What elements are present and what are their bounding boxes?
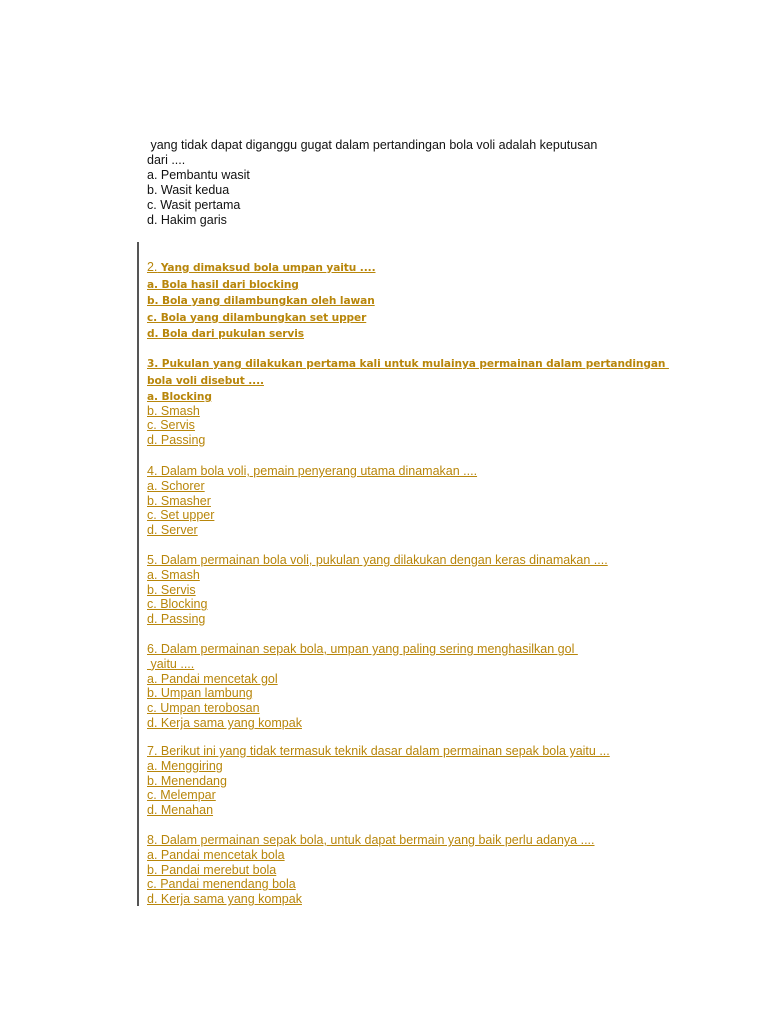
question-8-text[interactable]: 8. Dalam permainan sepak bola, untuk dapat bermain yang baik perlu adanya .... xyxy=(147,833,595,847)
question-6-option-c[interactable]: c. Umpan terobosan xyxy=(147,701,260,716)
question-5[interactable] xyxy=(147,553,667,627)
question-8[interactable] xyxy=(147,833,667,907)
question-2-option-b[interactable]: b. Bola yang dilambungkan oleh lawan xyxy=(147,295,375,307)
question-4[interactable] xyxy=(147,464,667,538)
question-4-text[interactable]: 4. Dalam bola voli, pemain penyerang utama dinamakan .... xyxy=(147,464,478,478)
question-1-option-c: c. Wasit pertama xyxy=(147,198,241,212)
question-3-text-line2[interactable]: bola voli disebut .... xyxy=(147,374,264,387)
question-5-option-a[interactable]: a. Smash xyxy=(147,567,200,582)
question-7-option-b[interactable]: b. Menendang xyxy=(147,773,227,788)
question-1-option-b: b. Wasit kedua xyxy=(147,183,230,197)
question-5-text[interactable]: 5. Dalam permainan bola voli, pukulan yang dilakukan dengan keras dinamakan .... xyxy=(147,553,608,567)
question-2[interactable] xyxy=(147,259,667,343)
question-1-option-a: a. Pembantu wasit xyxy=(147,168,250,182)
question-7-option-c[interactable]: c. Melempar xyxy=(147,788,216,803)
question-5-option-d[interactable]: d. Passing xyxy=(147,612,206,627)
question-8-option-c[interactable]: c. Pandai menendang bola xyxy=(147,877,296,892)
question-8-option-b[interactable]: b. Pandai merebut bola xyxy=(147,862,277,877)
question-3-option-b[interactable]: b. Smash xyxy=(147,403,200,418)
question-4-option-a[interactable]: a. Schorer xyxy=(147,478,205,493)
question-6-option-d[interactable]: d. Kerja sama yang kompak xyxy=(147,715,302,730)
question-5-option-b[interactable]: b. Servis xyxy=(147,582,196,597)
question-2-option-c[interactable]: c. Bola yang dilambungkan set upper xyxy=(147,311,367,324)
question-1-text-line1: yang tidak dapat diganggu gugat dalam pertandingan bola voli adalah keputusan xyxy=(147,138,598,152)
revision-bar xyxy=(137,242,139,906)
question-4-option-b[interactable]: b. Smasher xyxy=(147,493,211,508)
question-2-option-a[interactable]: a. Bola hasil dari blocking xyxy=(147,278,299,291)
question-6-option-a[interactable]: a. Pandai mencetak gol xyxy=(147,671,278,686)
question-8-option-d[interactable]: d. Kerja sama yang kompak xyxy=(147,892,302,907)
question-8-option-a[interactable]: a. Pandai mencetak bola xyxy=(147,847,285,862)
question-2-option-d[interactable]: d. Bola dari pukulan servis xyxy=(147,328,304,340)
question-6-text-line2[interactable]: yaitu .... xyxy=(147,656,195,671)
question-3-option-a[interactable]: a. Blocking xyxy=(147,391,212,403)
question-3[interactable] xyxy=(147,356,667,448)
question-7-option-d[interactable]: d. Menahan xyxy=(147,803,214,818)
question-3-text-line1[interactable]: 3. Pukulan yang dilakukan pertama kali untuk mulainya permainan dalam pertandingan xyxy=(147,358,669,370)
question-4-option-c[interactable]: c. Set upper xyxy=(147,508,215,523)
question-6-text-line1[interactable]: 6. Dalam permainan sepak bola, umpan yang paling sering menghasilkan gol xyxy=(147,642,578,656)
question-3-option-d[interactable]: d. Passing xyxy=(147,433,206,448)
question-6[interactable] xyxy=(147,642,667,731)
question-4-option-d[interactable]: d. Server xyxy=(147,523,198,538)
question-2-question: Yang dimaksud bola umpan yaitu .... xyxy=(157,262,376,274)
question-1-option-d: d. Hakim garis xyxy=(147,213,227,227)
question-3-option-c[interactable]: c. Servis xyxy=(147,418,195,433)
question-6-option-b[interactable]: b. Umpan lambung xyxy=(147,686,253,701)
question-7[interactable] xyxy=(147,744,667,818)
question-7-text[interactable]: 7. Berikut ini yang tidak termasuk teknik dasar dalam permainan sepak bola yaitu ... xyxy=(147,744,610,758)
question-5-option-c[interactable]: c. Blocking xyxy=(147,597,208,612)
question-2-text[interactable] xyxy=(147,259,667,277)
question-2-number: 2. xyxy=(147,260,158,274)
question-7-option-a[interactable]: a. Menggiring xyxy=(147,758,223,773)
question-1 xyxy=(147,138,667,228)
question-1-text-line2: dari .... xyxy=(147,153,186,167)
